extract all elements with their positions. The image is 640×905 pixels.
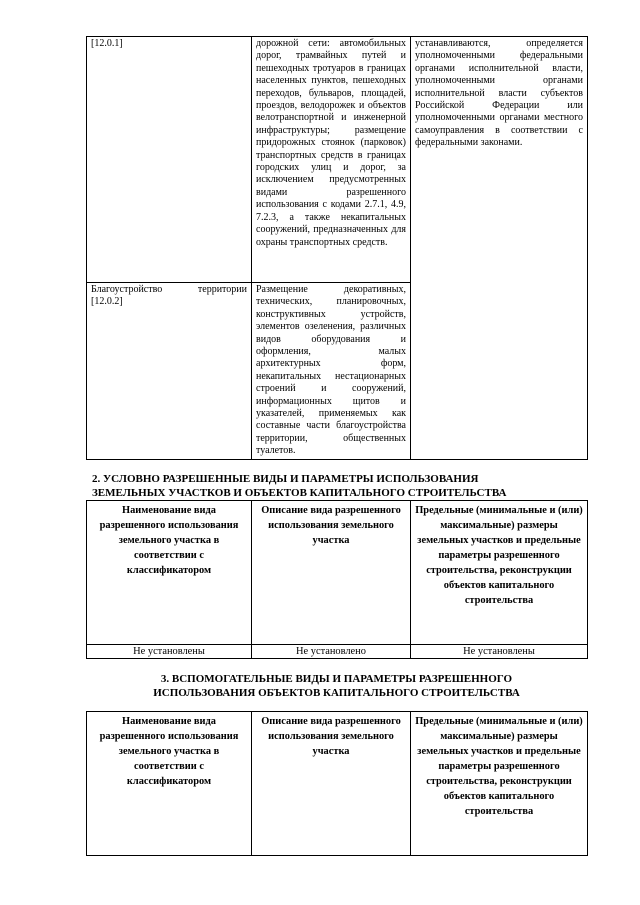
section-2-title: [86, 472, 587, 500]
header-use-description: Описание вида разрешенного использования земельного участка: [252, 501, 411, 645]
section-3-title-line2: ИСПОЛЬЗОВАНИЯ ОБЪЕКТОВ КАПИТАЛЬНОГО СТРОИТЕЛЬСТВА: [153, 687, 520, 699]
table-header-row: [87, 501, 588, 645]
header-limit-parameters: Предельные (минимальные и (или) максимальные) размеры земельных участков и предельные параметры разрешенного строительства, реконструкции объектов капитального строительства: [411, 712, 588, 856]
section-2-title-line1: 2. УСЛОВНО РАЗРЕШЕННЫЕ ВИДЫ И ПАРАМЕТРЫ ИСПОЛЬЗОВАНИЯ: [92, 473, 479, 485]
header-use-description: Описание вида разрешенного использования земельного участка: [252, 712, 411, 856]
header-use-name: Наименование вида разрешенного использования земельного участка в соответствии с классификатором: [87, 712, 252, 856]
table-row: [87, 645, 588, 659]
use-type-name-cell: [12.0.1]: [87, 37, 252, 283]
use-description-cell: Размещение декоративных, технических, планировочных, конструктивных устройств, элементов озеленения, различных видов оборудования и оформления, малых архитектурных форм, некапитальных нестационарных строений и сооружений, информационных щитов и указателей, применяемых как составные части благоустройства территории, общественных туалетов.: [252, 283, 411, 460]
table-header-row: [87, 712, 588, 856]
use-type-name-cell: Благоустройство территории [12.0.2]: [87, 283, 252, 460]
value-use-name: Не установлены: [87, 645, 252, 659]
land-use-table-continued: [86, 36, 588, 460]
table-row: [87, 37, 588, 283]
header-limit-parameters: Предельные (минимальные и (или) максимальные) размеры земельных участков и предельные параметры разрешенного строительства, реконструкции объектов капитального строительства: [411, 501, 588, 645]
section-3-title: [86, 672, 587, 700]
header-use-name: Наименование вида разрешенного использования земельного участка в соответствии с классификатором: [87, 501, 252, 645]
value-use-description: Не установлено: [252, 645, 411, 659]
auxiliary-uses-table: [86, 711, 588, 856]
value-limit-parameters: Не установлены: [411, 645, 588, 659]
use-description-cell: дорожной сети: автомобильных дорог, трамвайных путей и пешеходных тротуаров в границах населенных пунктов, пешеходных переходов, бульваров, площадей, проездов, велодорожек и объектов велотранспортной и инженерной инфраструктуры; размещение придорожных стоянок (парковок) транспортных средств в границах городских улиц и дорог, за исключением предусмотренных видами разрешенного использования с кодами 2.7.1, 4.9, 7.2.3, а также некапитальных сооружений, предназначенных для охраны транспортных средств.: [252, 37, 411, 283]
conditional-uses-table: [86, 500, 588, 659]
parameters-cell: устанавливаются, определяется уполномоченными федеральными органами исполнительной власти, уполномоченными органами исполнительной власти субъектов Российской Федерации или уполномоченными органами местного самоуправления в соответствии с федеральными законами.: [411, 37, 588, 460]
section-3-title-line1: 3. ВСПОМОГАТЕЛЬНЫЕ ВИДЫ И ПАРАМЕТРЫ РАЗРЕШЕННОГО: [160, 673, 513, 685]
section-2-title-line2: ЗЕМЕЛЬНЫХ УЧАСТКОВ И ОБЪЕКТОВ КАПИТАЛЬНОГО СТРОИТЕЛЬСТВА: [92, 487, 507, 499]
